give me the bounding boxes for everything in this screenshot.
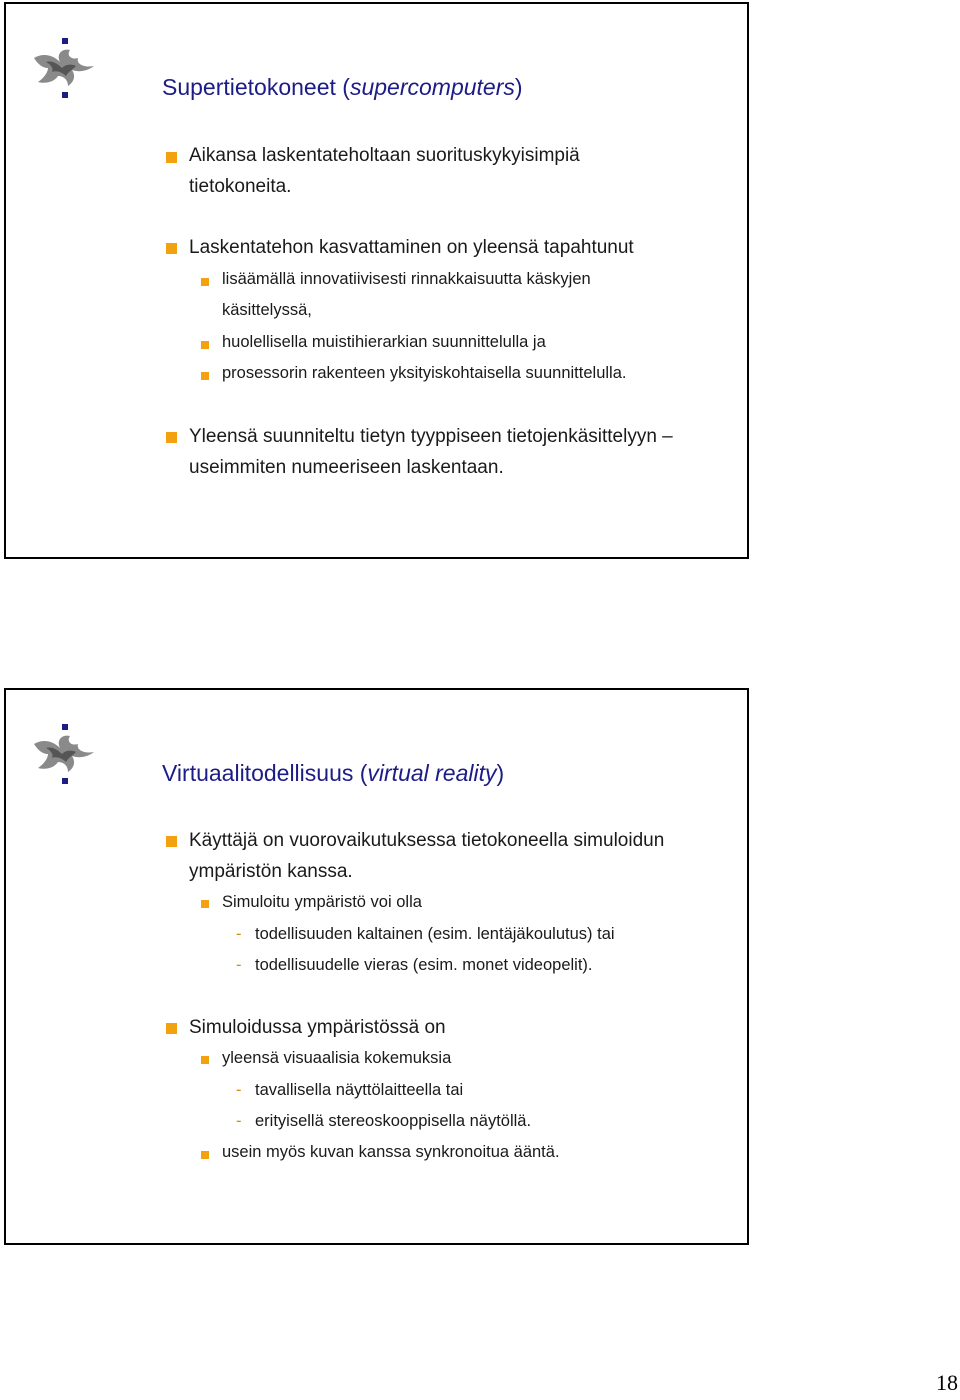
sub-bullet-square-icon xyxy=(201,900,209,908)
title-text: Supertietokoneet ( xyxy=(162,74,350,100)
bullet-text: Käyttäjä on vuorovaikutuksessa tietokoneella simuloidun xyxy=(189,830,665,851)
sub-bullet-square-icon xyxy=(201,278,209,286)
sub-bullet-text: usein myös kuvan kanssa synkronoitua ääntä. xyxy=(222,1143,560,1161)
flame-logo-icon xyxy=(32,38,98,100)
bullet-text-continued: tietokoneita. xyxy=(189,176,292,197)
bullet-text: Yleensä suunniteltu tietyn tyyppiseen tietojenkäsittelyyn – xyxy=(189,426,673,447)
slide-virtual-reality xyxy=(4,688,749,1245)
title-italic-text: virtual reality xyxy=(367,760,497,786)
slide-supercomputers xyxy=(4,2,749,559)
sub-bullet-square-icon xyxy=(201,372,209,380)
dash-item-text: erityisellä stereoskooppisella näytöllä. xyxy=(255,1112,532,1130)
title-text: Virtuaalitodellisuus ( xyxy=(162,760,368,786)
page-number: 18 xyxy=(936,1370,958,1395)
bullet-square-icon xyxy=(166,152,177,163)
dash-bullet: - xyxy=(236,956,242,974)
bullet-square-icon xyxy=(166,432,177,443)
sub-bullet-square-icon xyxy=(201,1056,209,1064)
bullet-square-icon xyxy=(166,1023,177,1034)
title-end-text: ) xyxy=(514,74,523,100)
dash-item-text: tavallisella näyttölaitteella tai xyxy=(255,1081,464,1099)
dash-bullet: - xyxy=(236,1081,242,1099)
sub-bullet-text: yleensä visuaalisia kokemuksia xyxy=(222,1049,452,1067)
sub-bullet-text: Simuloitu ympäristö voi olla xyxy=(222,893,422,911)
sub-bullet-text-continued: käsittelyssä, xyxy=(222,301,312,319)
bullet-text-continued: useimmiten numeeriseen laskentaan. xyxy=(189,457,504,478)
sub-bullet-text: lisäämällä innovatiivisesti rinnakkaisuutta käskyjen xyxy=(222,270,591,288)
flame-logo-icon xyxy=(32,724,98,786)
title-end-text: ) xyxy=(496,760,505,786)
dash-bullet: - xyxy=(236,925,242,943)
dash-item-text: todellisuuden kaltainen (esim. lentäjäkoulutus) tai xyxy=(255,925,615,943)
slide-title xyxy=(162,74,523,101)
sub-bullet-square-icon xyxy=(201,1151,209,1159)
sub-bullet-text: huolellisella muistihierarkian suunnittelulla ja xyxy=(222,333,546,351)
bullet-text: Aikansa laskentateholtaan suorituskykyisimpiä xyxy=(189,145,580,166)
bullet-text-continued: ympäristön kanssa. xyxy=(189,861,353,882)
bullet-square-icon xyxy=(166,243,177,254)
title-italic-text: supercomputers xyxy=(349,74,515,100)
dash-item-text: todellisuudelle vieras (esim. monet videopelit). xyxy=(255,956,593,974)
slide-title xyxy=(162,760,504,787)
bullet-text: Simuloidussa ympäristössä on xyxy=(189,1017,446,1038)
dash-bullet: - xyxy=(236,1112,242,1130)
bullet-text: Laskentatehon kasvattaminen on yleensä tapahtunut xyxy=(189,237,634,258)
bullet-square-icon xyxy=(166,836,177,847)
sub-bullet-square-icon xyxy=(201,341,209,349)
sub-bullet-text: prosessorin rakenteen yksityiskohtaisella suunnittelulla. xyxy=(222,364,627,382)
